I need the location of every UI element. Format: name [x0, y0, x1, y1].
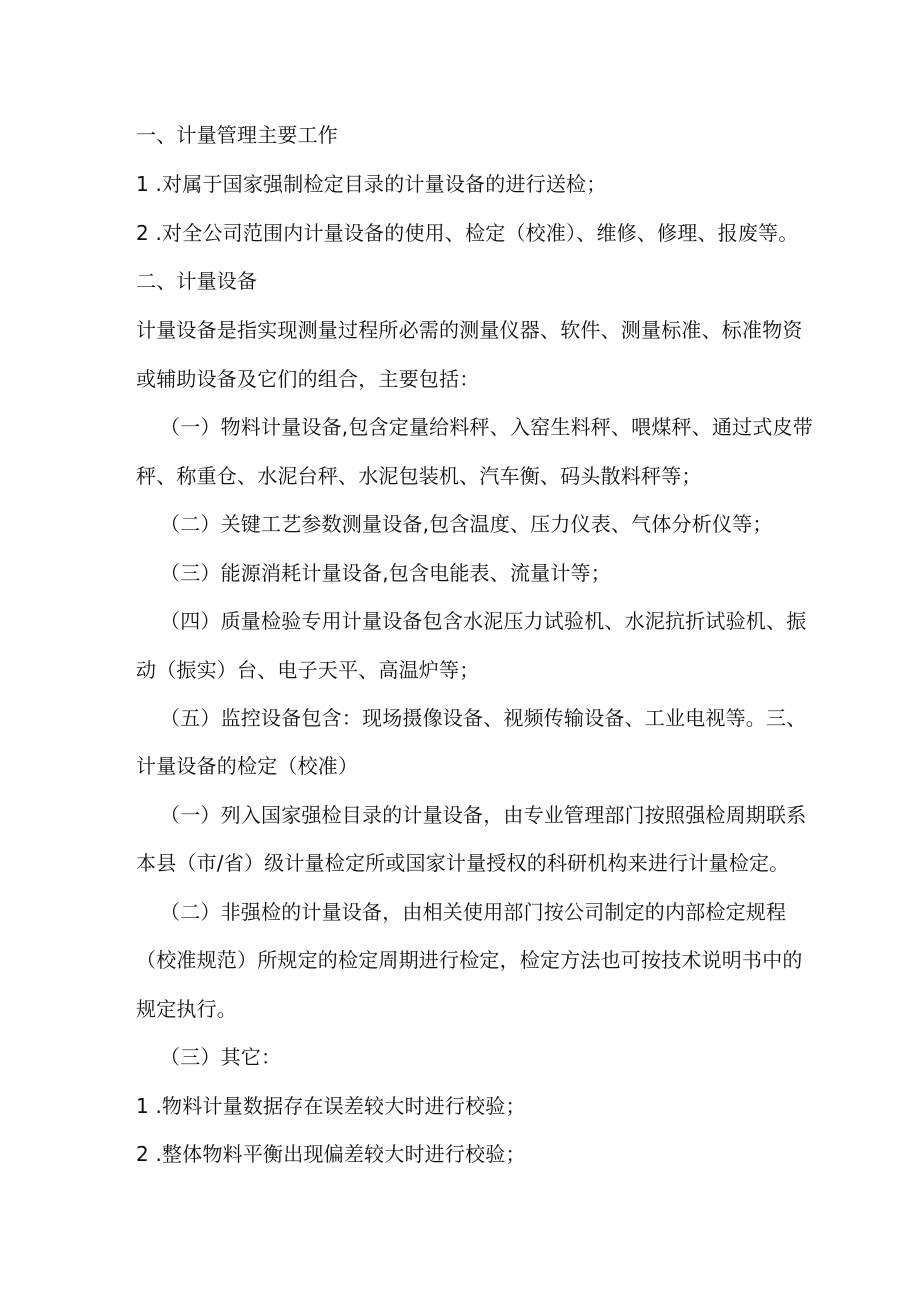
list-item-4: 2 .整体物料平衡出现偏差较大时进行校验；: [136, 1142, 526, 1166]
paragraph-line: 或辅助设备及它们的组合，主要包括：: [136, 367, 480, 391]
paragraph-line: （校准规范）所规定的检定周期进行检定，检定方法也可按技术说明书中的: [136, 948, 803, 972]
paragraph-line: （三）其它：: [160, 1045, 282, 1069]
paragraph-line: （一）列入国家强检目录的计量设备，由专业管理部门按照强检周期联系: [160, 803, 807, 827]
paragraph-line: 计量设备是指实现测量过程所必需的测量仪器、软件、测量标准、标准物资: [136, 318, 803, 342]
list-item-1: 1 .对属于国家强制检定目录的计量设备的进行送检；: [136, 172, 607, 196]
heading-section-2: 二、计量设备: [136, 269, 258, 293]
heading-section-3: 计量设备的检定（校准）: [136, 754, 359, 778]
paragraph-line: 规定执行。: [136, 997, 237, 1021]
paragraph-line: 动（振实）台、电子天平、高温炉等；: [136, 658, 480, 682]
list-item-2: 2 .对全公司范围内计量设备的使用、检定（校准）、维修、修理、报废等。: [136, 221, 799, 245]
paragraph-line: （二）非强检的计量设备，由相关使用部门按公司制定的内部检定规程: [160, 900, 787, 924]
paragraph-line: （四）质量检验专用计量设备包含水泥压力试验机、水泥抗折试验机、振: [160, 609, 807, 633]
paragraph-line: （一）物料计量设备,包含定量给料秤、入窑生料秤、喂煤秤、通过式皮带: [160, 415, 813, 439]
paragraph-line: （三）能源消耗计量设备,包含电能表、流量计等；: [160, 561, 611, 585]
paragraph-line: 本县（市/省）级计量检定所或国家计量授权的科研机构来进行计量检定。: [136, 851, 790, 875]
paragraph-line: （二）关键工艺参数测量设备,包含温度、压力仪表、气体分析仪等；: [160, 512, 773, 536]
heading-section-1: 一、计量管理主要工作: [136, 123, 338, 147]
paragraph-line: 秤、称重仓、水泥台秤、水泥包装机、汽车衡、码头散料秤等；: [136, 464, 702, 488]
list-item-3: 1 .物料计量数据存在误差较大时进行校验；: [136, 1094, 526, 1118]
paragraph-line: （五）监控设备包含：现场摄像设备、视频传输设备、工业电视等。三、: [160, 706, 807, 730]
